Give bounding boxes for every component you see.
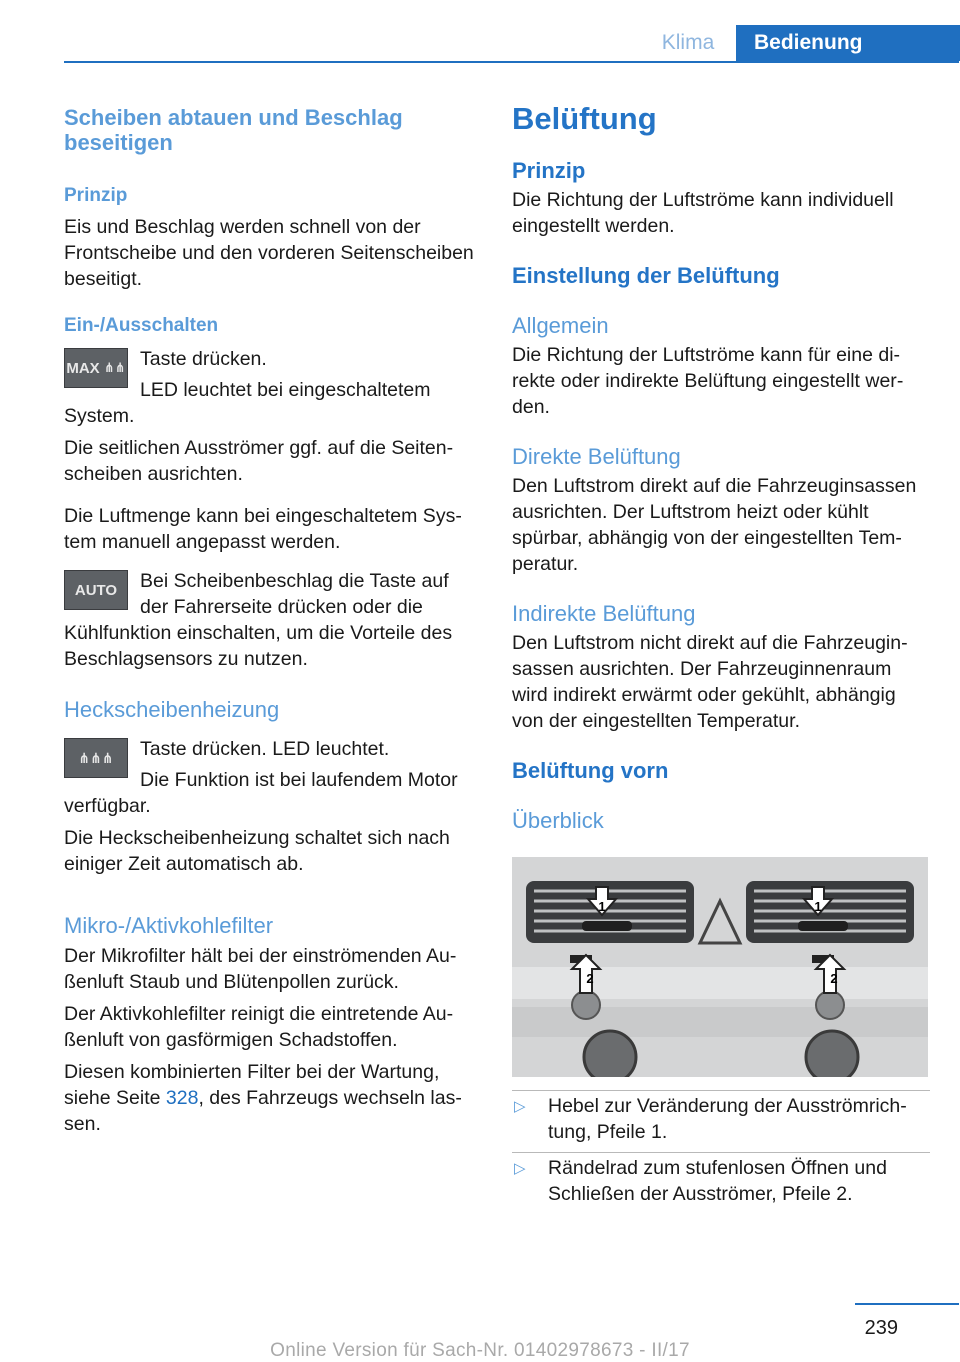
rear-window-heating-icon: ⋔⋔⋔ (64, 738, 128, 778)
seiten-text: Die seitlichen Ausströmer ggf. auf die Seitenscheiben ausrichten. (64, 437, 454, 485)
tab-bedienung[interactable]: Bedienung (736, 25, 960, 61)
online-version-footer: Online Version für Sach-Nr. 01402978673 - II/17 (270, 1340, 690, 1361)
bullet-text-2: Rändelrad zum stufenlosen Öffnen und Schließen der Ausströmer, Pfeile 2. (548, 1157, 887, 1205)
prinzip-text: Eis und Beschlag werden schnell von der Frontscheibe und den vorderen Seitenscheiben beseitigt. (64, 216, 474, 290)
vents-illustration (512, 857, 928, 1077)
heading-heckscheibenheizung: Heckscheibenheizung (64, 697, 280, 722)
right-prinzip-text: Die Richtung der Luftströme kann individuell eingestellt werden. (512, 189, 894, 237)
section-title-defrost: Scheiben abtauen und Beschlag beseitigen (64, 105, 403, 155)
heck-text: Die Heckscheibenheizung schaltet sich nach einiger Zeit automatisch ab. (64, 827, 450, 875)
bullet-list (512, 1090, 930, 1207)
bullet-marker-icon: ▷ (514, 1160, 526, 1177)
arrow-label-2-right: 2 (830, 971, 838, 986)
allgemein-text: Die Richtung der Luftströme kann für eine direkte oder indirekte Belüftung eingestellt werden. (512, 344, 904, 418)
subheading-einaus: Ein-/Ausschalten (64, 315, 219, 336)
bullet-text-1: Hebel zur Veränderung der Ausströmrichtung, Pfeile 1. (548, 1095, 907, 1143)
max-defrost-button-icon: MAX ⋔⋔ (64, 348, 128, 388)
heading-einstellung: Einstellung der Belüftung (512, 263, 780, 288)
subheading-prinzip: Prinzip (64, 185, 128, 206)
footer-rule (855, 1303, 959, 1305)
filter-text-2: Der Aktivkohlefilter reinigt die eintretende Außenluft von gasförmigen Schadstoffen. (64, 1003, 454, 1051)
arrow-label-1-left: 1 (598, 899, 606, 914)
direkt-text: Den Luftstrom direkt auf die Fahrzeuginsassen ausrichten. Der Luftstrom heizt oder kühlt spürbar, abhängig von der eingestellten Temperatur. (512, 475, 917, 575)
right-column (512, 100, 930, 834)
tab-klima[interactable]: Klima (661, 31, 715, 54)
heck-line-2: Die Funktion ist bei laufendem Motor verfügbar. (64, 769, 458, 817)
section-title-belueftung: Belüftung (512, 101, 657, 136)
heading-vorn: Belüftung vorn (512, 758, 669, 783)
list-item (512, 1152, 930, 1207)
max-line-2: LED leuchtet bei eingeschaltetem System. (64, 379, 431, 427)
filter-text-1: Der Mikrofilter hält bei der einströmenden Außenluft Staub und Blütenpollen zurück. (64, 945, 457, 993)
heading-ueberblick: Überblick (512, 808, 604, 833)
left-column (64, 100, 476, 1137)
heading-filter: Mikro-/Aktivkohlefilter (64, 913, 274, 938)
heck-line-1: Taste drücken. LED leuchtet. (140, 738, 390, 760)
max-line-1: Taste drücken. (140, 348, 267, 370)
heading-indirekt: Indirekte Belüftung (512, 601, 696, 626)
filter-text-3-b: , des Fahrzeugs wechseln lassen. (64, 1087, 462, 1135)
auto-button-block (64, 568, 476, 672)
max-button-block (64, 346, 476, 429)
page-number: 239 (864, 1317, 898, 1339)
heading-direkt: Direkte Belüftung (512, 444, 681, 469)
auto-text: Bei Scheibenbeschlag die Taste auf der Fahrerseite drücken oder die Kühlfunktion einschalten, um die Vorteile des Beschlagsensors zu nutzen. (64, 570, 453, 670)
page-link-328[interactable]: 328 (165, 1087, 199, 1109)
subheading-prinzip-right: Prinzip (512, 158, 586, 183)
list-item (512, 1090, 930, 1145)
filter-text-3-a: Diesen kombinierten Filter bei der Wartung, siehe Seite (64, 1061, 440, 1109)
indirekt-text: Den Luftstrom nicht direkt auf die Fahrzeuginsassen ausrichten. Der Fahrzeuginnenraum wird indirekt erwärmt oder gekühlt, abhängig von der eingestellten Temperatur. (512, 632, 908, 732)
vents-photo (512, 857, 928, 1077)
bullet-marker-icon: ▷ (514, 1098, 526, 1115)
filter-text-3 (64, 1059, 476, 1137)
heck-button-block (64, 736, 476, 819)
arrow-label-1-right: 1 (814, 899, 822, 914)
header-rule (64, 61, 959, 63)
heading-allgemein: Allgemein (512, 313, 609, 338)
luftmenge-text: Die Luftmenge kann bei eingeschaltetem System manuell angepasst werden. (64, 505, 462, 553)
arrow-label-2-left: 2 (586, 971, 594, 986)
auto-button-icon: AUTO (64, 570, 128, 610)
